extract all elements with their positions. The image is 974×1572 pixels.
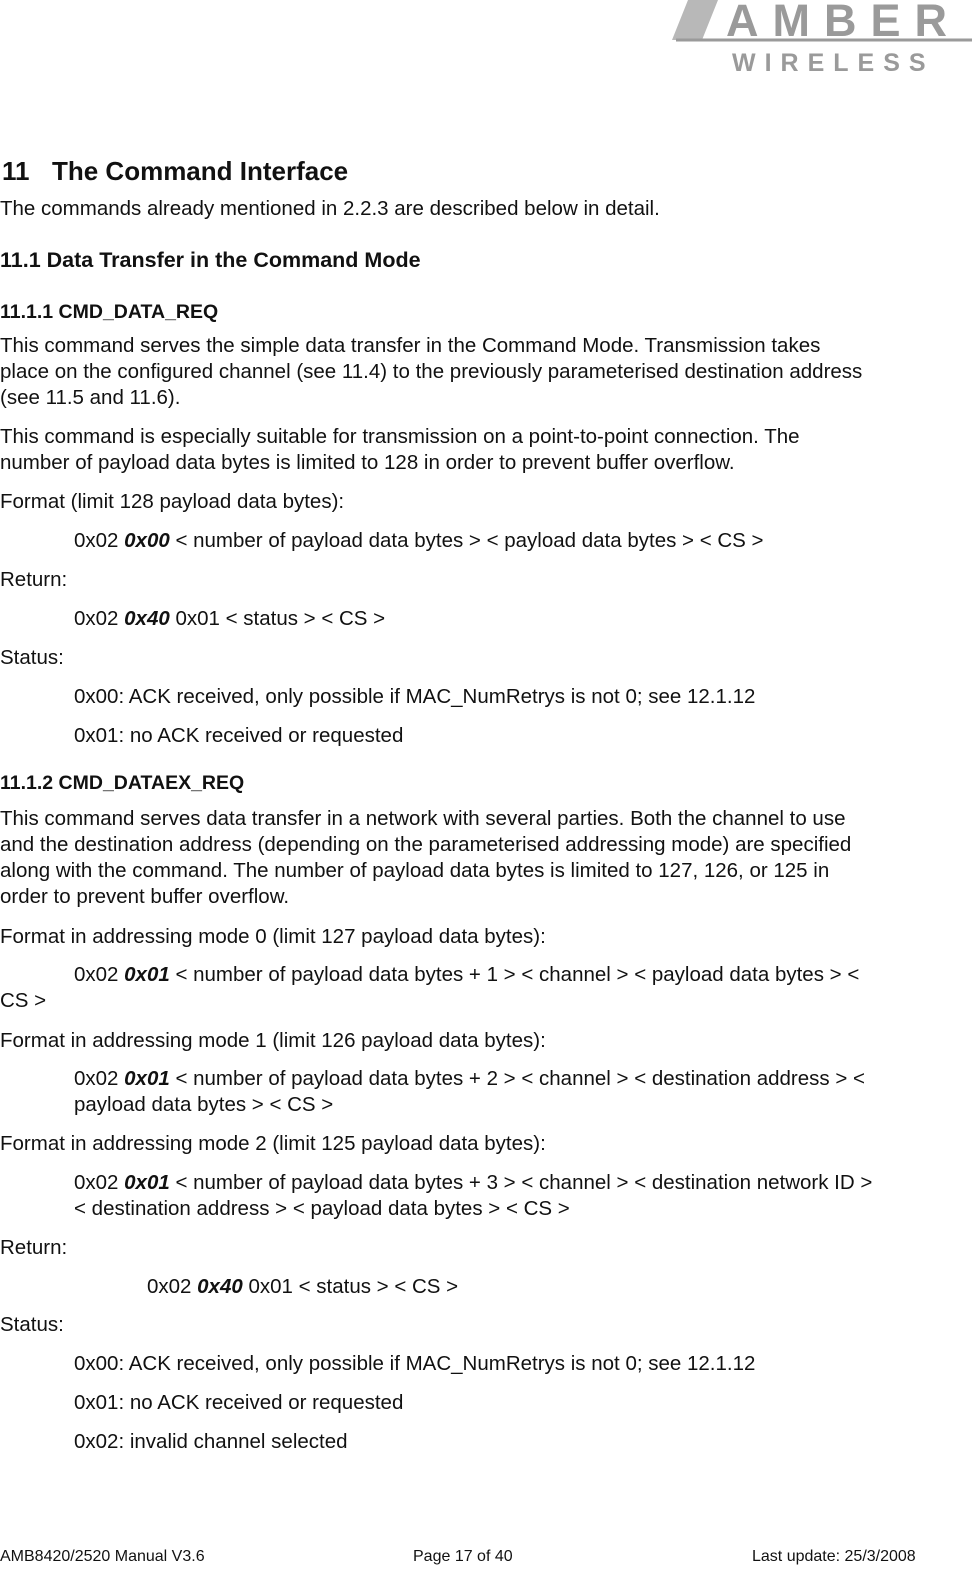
cmd2-mode1-rest: < number of payload data bytes + 2 > < channel > < destination address > < <box>169 1067 865 1090</box>
cmd2-para-line1: This command serves data transfer in a network with several parties. Both the channel to use <box>0 807 846 830</box>
cmd2-return-prefix: 0x02 <box>147 1275 198 1298</box>
cmd2-mode0-label: Format in addressing mode 0 (limit 127 payload data bytes): <box>0 925 546 948</box>
cmd2-mode0-rest: < number of payload data bytes + 1 > < channel > < payload data bytes > < <box>169 963 860 986</box>
cmd2-mode2-prefix: 0x02 <box>74 1171 125 1194</box>
footer-last-update: Last update: 25/3/2008 <box>752 1548 916 1565</box>
cmd1-status-item: 0x01: no ACK received or requested <box>74 724 404 747</box>
cmd1-para1-line1: This command serves the simple data transfer in the Command Mode. Transmission takes <box>0 334 821 357</box>
cmd2-status-label: Status: <box>0 1313 64 1336</box>
cmd2-mode1-format <box>74 1066 865 1092</box>
cmd2-title: 11.1.2 CMD_DATAEX_REQ <box>0 772 245 794</box>
logo-top-text: AMBER <box>726 0 961 46</box>
logo-bottom-text: WIRELESS <box>732 49 935 77</box>
cmd2-return-rest: 0x01 < status > < CS > <box>242 1275 459 1298</box>
cmd1-format-opcode: 0x00 <box>124 529 170 552</box>
subsection-title: 11.1 Data Transfer in the Command Mode <box>0 248 421 272</box>
cmd1-return-opcode: 0x40 <box>124 607 170 630</box>
section-title: The Command Interface <box>51 156 349 186</box>
cmd2-mode0-format <box>74 962 859 988</box>
cmd2-mode1-opcode: 0x01 <box>124 1067 170 1090</box>
section-heading <box>2 156 348 187</box>
cmd1-format-label: Format (limit 128 payload data bytes): <box>0 490 345 513</box>
cmd2-return-opcode: 0x40 <box>197 1275 243 1298</box>
amber-wireless-logo <box>672 0 974 78</box>
cmd1-format <box>74 528 764 554</box>
cmd2-status-item: 0x00: ACK received, only possible if MAC_NumRetrys is not 0; see 12.1.12 <box>74 1352 756 1375</box>
cmd2-return-label: Return: <box>0 1236 68 1259</box>
cmd2-status-item: 0x02: invalid channel selected <box>74 1430 348 1453</box>
cmd1-para2-line2: number of payload data bytes is limited to 128 in order to prevent buffer overflow. <box>0 451 735 474</box>
cmd2-mode0-prefix: 0x02 <box>74 963 125 986</box>
cmd2-mode2-opcode: 0x01 <box>124 1171 170 1194</box>
cmd2-mode2-format <box>74 1170 872 1196</box>
cmd1-format-rest: < number of payload data bytes > < payload data bytes > < CS > <box>169 529 764 552</box>
footer-doc-title: AMB8420/2520 Manual V3.6 <box>0 1548 205 1565</box>
cmd2-mode2-label: Format in addressing mode 2 (limit 125 payload data bytes): <box>0 1132 546 1155</box>
cmd2-mode1-label: Format in addressing mode 1 (limit 126 payload data bytes): <box>0 1029 546 1052</box>
cmd1-format-prefix: 0x02 <box>74 529 125 552</box>
cmd2-para-line4: order to prevent buffer overflow. <box>0 885 290 908</box>
cmd1-para1-line2: place on the configured channel (see 11.4) to the previously parameterised destination address <box>0 360 863 383</box>
cmd1-return-rest: 0x01 < status > < CS > <box>169 607 386 630</box>
cmd2-mode1-prefix: 0x02 <box>74 1067 125 1090</box>
cmd2-mode0-opcode: 0x01 <box>124 963 170 986</box>
cmd2-para-line3: along with the command. The number of payload data bytes is limited to 127, 126, or 125 in <box>0 859 830 882</box>
cmd1-para2-line1: This command is especially suitable for transmission on a point-to-point connection. The <box>0 425 800 448</box>
cmd2-mode2-rest: < number of payload data bytes + 3 > < channel > < destination network ID > <box>169 1171 873 1194</box>
cmd1-para1-line3: (see 11.5 and 11.6). <box>0 386 181 409</box>
cmd2-mode1-cont: payload data bytes > < CS > <box>74 1093 334 1116</box>
section-intro: The commands already mentioned in 2.2.3 are described below in detail. <box>0 197 660 220</box>
cmd2-mode0-cont: CS > <box>0 989 47 1012</box>
footer-page-number: Page 17 of 40 <box>413 1548 513 1565</box>
cmd2-mode2-cont: < destination address > < payload data bytes > < CS > <box>74 1197 570 1220</box>
cmd1-status-item: 0x00: ACK received, only possible if MAC_NumRetrys is not 0; see 12.1.12 <box>74 685 756 708</box>
cmd2-status-item: 0x01: no ACK received or requested <box>74 1391 404 1414</box>
cmd1-return-prefix: 0x02 <box>74 607 125 630</box>
section-number: 11 <box>2 156 30 186</box>
cmd2-return <box>147 1274 458 1300</box>
cmd1-status-label: Status: <box>0 646 64 669</box>
cmd1-title: 11.1.1 CMD_DATA_REQ <box>0 301 219 323</box>
cmd1-return-label: Return: <box>0 568 68 591</box>
cmd2-para-line2: and the destination address (depending on the parameterised addressing mode) are specified <box>0 833 852 856</box>
cmd1-return <box>74 606 385 632</box>
